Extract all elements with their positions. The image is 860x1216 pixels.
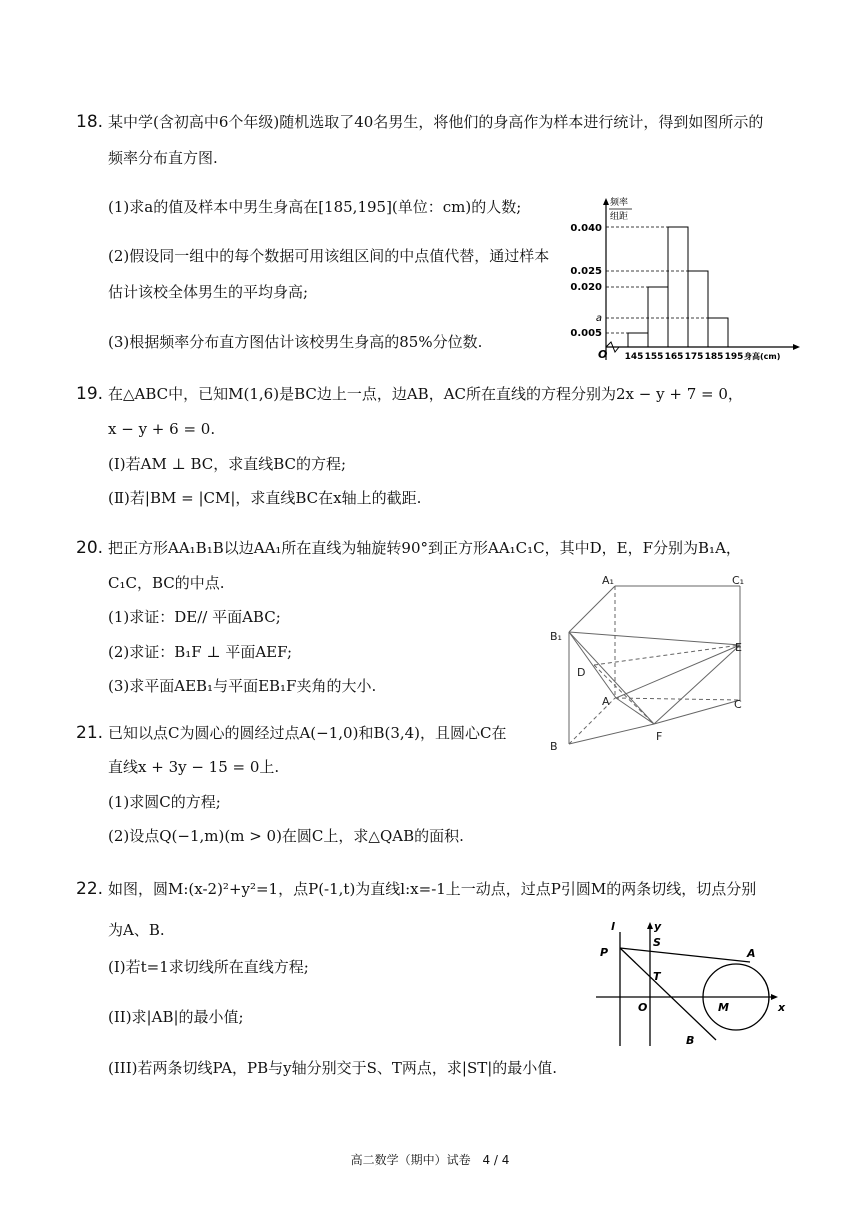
prism-label-C: C xyxy=(734,698,742,711)
q22-stem-line2: 为A、B. xyxy=(108,921,165,939)
q19-stem-line2: x − y + 6 = 0. xyxy=(108,420,216,438)
prism-label-B: B xyxy=(550,740,558,753)
q20-number: 20. xyxy=(76,538,104,558)
tangent-label-y: y xyxy=(654,920,662,933)
prism-label-D: D xyxy=(577,666,586,679)
hist-bar-145-155 xyxy=(628,333,648,347)
tangent-figure xyxy=(588,918,788,1050)
q20-stem-line1: 把正方形AA₁B₁B以边AA₁所在直线为轴旋转90°到正方形AA₁C₁C，其中D，E，F分别为B₁A， xyxy=(108,539,741,557)
q18-part2-line2: 估计该校全体男生的平均身高; xyxy=(108,283,309,301)
q20-part3: (3)求平面AEB₁与平面EB₁F夹角的大小. xyxy=(108,677,377,695)
hist-xtick-165: 165 xyxy=(664,352,684,362)
tangent-label-O: O xyxy=(638,1001,648,1014)
q21-stem-line2: 直线x + 3y − 15 = 0上. xyxy=(108,758,280,776)
prism-figure xyxy=(542,570,762,760)
page-footer xyxy=(0,1151,860,1168)
hist-ylabel-top: 频率 xyxy=(610,198,629,208)
hist-bar-175-185 xyxy=(688,271,708,347)
q18-stem-line1: 某中学(含初高中6个年级)随机选取了40名男生，将他们的身高作为样本进行统计，得到如图所示的 xyxy=(108,113,764,131)
tangent-label-B: B xyxy=(686,1034,695,1047)
q19-stem-line1: 在△ABC中，已知M(1,6)是BC边上一点，边AB，AC所在直线的方程分别为2x − y + 7 = 0， xyxy=(108,385,743,403)
q19-part1: (Ⅰ)若AM ⊥ BC，求直线BC的方程; xyxy=(108,455,347,473)
tangent-label-P: P xyxy=(600,946,609,959)
q21-stem-line1: 已知以点C为圆心的圆经过点A(−1,0)和B(3,4)，且圆心C在 xyxy=(108,724,507,742)
q18-number: 18. xyxy=(76,112,104,132)
q22-part3: (III)若两条切线PA，PB与y轴分别交于S、T两点，求|ST|的最小值. xyxy=(108,1059,558,1077)
hist-ytick-a: a xyxy=(595,313,602,324)
histogram-figure xyxy=(568,190,800,366)
q18-part1: (1)求a的值及样本中男生身高在[185,195](单位：cm)的人数; xyxy=(108,198,522,216)
prism-label-A1: A₁ xyxy=(602,574,614,587)
tangent-label-T: T xyxy=(653,970,661,983)
tangent-label-x: x xyxy=(778,1001,786,1014)
q19-number: 19. xyxy=(76,384,104,404)
q21-number: 21. xyxy=(76,723,104,743)
q22-stem-line1: 如图，圆M:(x-2)²+y²=1，点P(-1,t)为直线l:x=-1上一动点，过点P引圆M的两条切线，切点分别 xyxy=(108,880,757,898)
hist-ytick-020: 0.020 xyxy=(570,282,602,293)
prism-label-B1: B₁ xyxy=(550,630,562,643)
q22-part1: (I)若t=1求切线所在直线方程; xyxy=(108,958,309,976)
hist-bar-155-165 xyxy=(648,287,668,347)
q21-part1: (1)求圆C的方程; xyxy=(108,793,221,811)
hist-xlabel: 身高(cm) xyxy=(744,352,781,361)
q20-part2: (2)求证：B₁F ⊥ 平面AEF; xyxy=(108,643,293,661)
hist-ytick-005: 0.005 xyxy=(570,328,602,339)
q19-part2: (Ⅱ)若|BM = |CM|，求直线BC在x轴上的截距. xyxy=(108,489,422,507)
hist-xtick-145: 145 xyxy=(624,352,644,362)
tangent-label-M: M xyxy=(718,1001,729,1014)
footer-page-number: 4 / 4 xyxy=(482,1153,510,1167)
q20-part1: (1)求证：DE// 平面ABC; xyxy=(108,608,281,626)
tangent-label-A: A xyxy=(747,947,756,960)
q20-stem-line2: C₁C，BC的中点. xyxy=(108,574,225,592)
hist-xtick-195: 195 xyxy=(724,352,744,362)
prism-label-C1: C₁ xyxy=(732,574,745,587)
tangent-label-l: l xyxy=(611,920,615,933)
footer-title: 高二数学（期中）试卷 xyxy=(350,1153,471,1167)
hist-ytick-040: 0.040 xyxy=(570,223,602,234)
q18-part2-line1: (2)假设同一组中的每个数据可用该组区间的中点值代替，通过样本 xyxy=(108,247,550,265)
hist-ytick-025: 0.025 xyxy=(570,266,602,277)
hist-ylabel-bottom: 组距 xyxy=(610,212,629,222)
hist-bar-185-195 xyxy=(708,318,728,347)
hist-origin: O xyxy=(598,348,608,361)
q21-part2: (2)设点Q(−1,m)(m > 0)在圆C上，求△QAB的面积. xyxy=(108,827,464,845)
hist-bar-165-175 xyxy=(668,227,688,347)
q22-number: 22. xyxy=(76,879,104,899)
tangent-label-S: S xyxy=(653,936,661,949)
q22-part2: (II)求|AB|的最小值; xyxy=(108,1008,244,1026)
prism-label-F: F xyxy=(656,730,663,743)
q18-stem-line2: 频率分布直方图. xyxy=(108,149,218,167)
hist-xtick-155: 155 xyxy=(644,352,664,362)
q18-part3: (3)根据频率分布直方图估计该校男生身高的85%分位数. xyxy=(108,333,483,351)
prism-label-E: E xyxy=(735,641,742,654)
prism-label-A: A xyxy=(602,695,610,708)
hist-xtick-185: 185 xyxy=(704,352,724,362)
hist-xtick-175: 175 xyxy=(684,352,704,362)
